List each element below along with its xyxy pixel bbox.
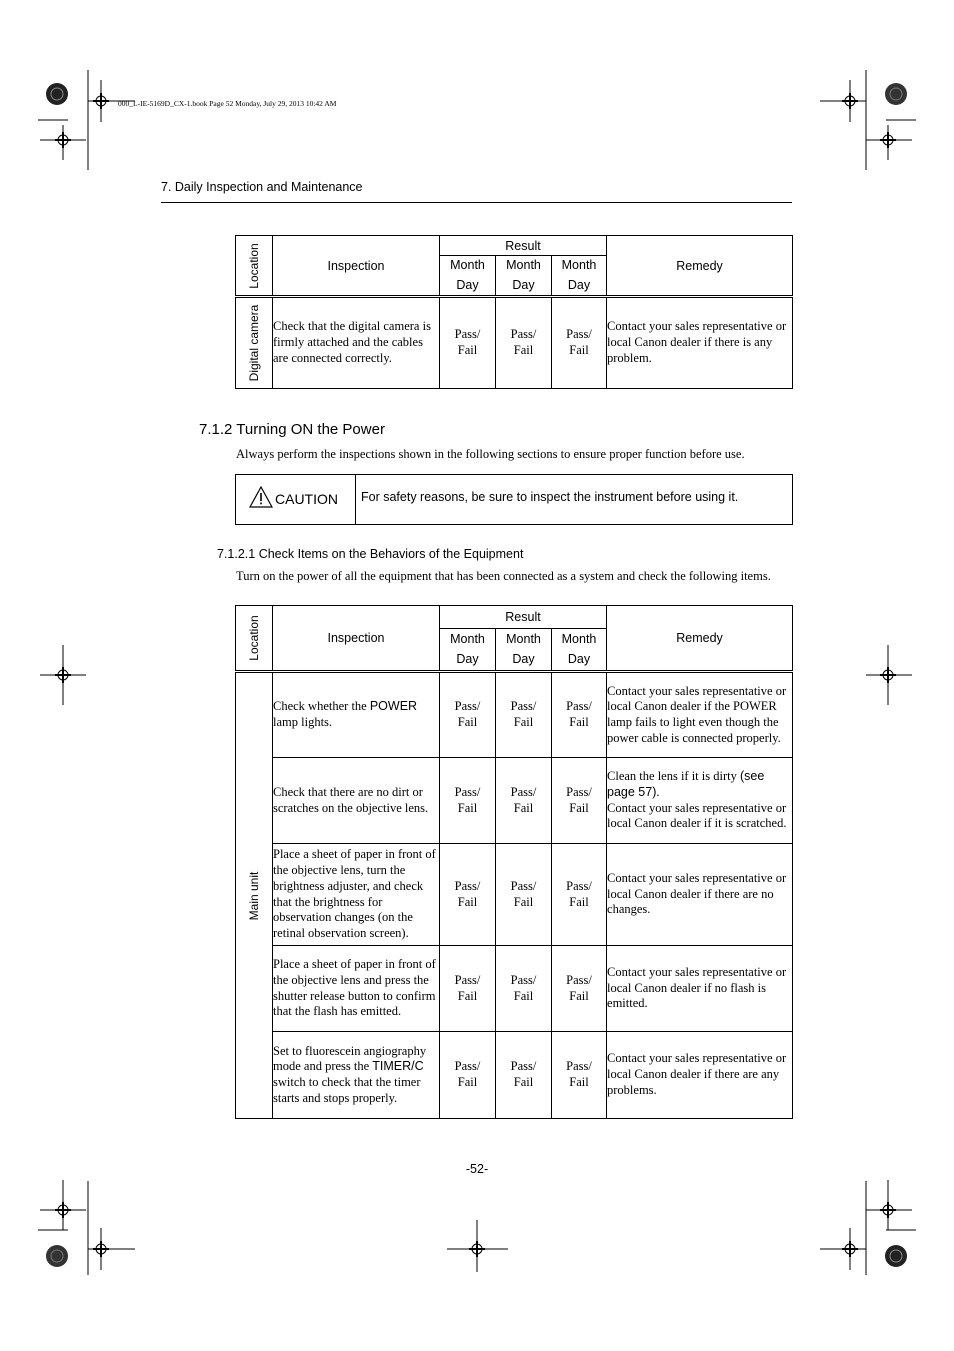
subsection-intro: Turn on the power of all the equipment that has been connected as a system and check the following items.	[236, 569, 771, 583]
table-row	[236, 758, 793, 844]
pass-fail-cell: Pass/ Fail	[552, 1032, 607, 1119]
day-label: Day	[456, 651, 479, 666]
inspection-cell: Place a sheet of paper in front of the objective lens and press the shutter release button to confirm that the flash has emitted.	[273, 946, 440, 1032]
location-header-cell	[236, 606, 273, 672]
remedy-cell: Contact your sales representative or local Canon dealer if there is any problem.	[607, 297, 793, 389]
pass-fail-cell: Pass/ Fail	[496, 1032, 552, 1119]
warning-triangle-icon	[249, 486, 273, 508]
remedy-header: Remedy	[607, 236, 793, 297]
page-number: -52-	[465, 1162, 489, 1176]
remedy-cell: Contact your sales representative or local Canon dealer if the POWER lamp fails to light even though the power cable is connected properly.	[607, 672, 793, 758]
location-cell	[236, 672, 273, 1119]
table-row	[236, 946, 793, 1032]
day-label: Day	[567, 277, 591, 292]
location-cell	[236, 297, 273, 389]
pass-fail-cell: Pass/ Fail	[496, 297, 552, 389]
pass-fail-cell: Pass/ Fail	[496, 758, 552, 844]
running-header: 7. Daily Inspection and Maintenance	[161, 180, 363, 194]
location-label: Digital camera	[247, 304, 261, 382]
location-header: Location	[247, 615, 261, 661]
date-header	[552, 629, 607, 672]
pass-fail-cell: Pass/ Fail	[440, 1032, 496, 1119]
day-label: Day	[512, 651, 535, 666]
month-label: Month	[506, 258, 541, 272]
pass-fail-cell: Pass/ Fail	[440, 297, 496, 389]
date-header	[440, 629, 496, 672]
pass-fail-cell: Pass/ Fail	[496, 672, 552, 758]
caution-divider	[355, 475, 356, 524]
inspection-header: Inspection	[273, 606, 440, 672]
date-header	[496, 629, 552, 672]
caution-label: CAUTION	[275, 491, 338, 507]
result-header: Result	[440, 236, 607, 256]
day-label: Day	[456, 277, 479, 292]
location-label: Main unit	[247, 871, 261, 920]
table-row	[236, 297, 793, 389]
main-unit-inspection-table	[235, 605, 793, 1119]
header-rule	[161, 202, 792, 203]
inspection-header: Inspection	[273, 236, 440, 297]
month-label: Month	[561, 632, 597, 646]
remedy-cell: Contact your sales representative or local Canon dealer if there are any problems.	[607, 1032, 793, 1119]
remedy-cell: Clean the lens if it is dirty (see page 57). Contact your sales representative or local Canon dealer if it is scratched.	[607, 758, 793, 844]
remedy-cell: Contact your sales representative or local Canon dealer if no flash is emitted.	[607, 946, 793, 1032]
table-row	[236, 844, 793, 946]
page-reference-link[interactable]: (see page 57)	[607, 769, 765, 799]
day-label: Day	[512, 277, 535, 292]
pass-fail-cell: Pass/ Fail	[440, 946, 496, 1032]
camera-inspection-table	[235, 235, 793, 389]
section-intro: Always perform the inspections shown in the following sections to ensure proper function before use.	[236, 447, 745, 461]
table-row	[236, 1032, 793, 1119]
inspection-cell: Check whether the POWER lamp lights.	[273, 672, 440, 758]
book-info-line: 000_L-IE-5169D_CX-1.book Page 52 Monday, July 29, 2013 10:42 AM	[118, 99, 337, 108]
caution-box	[235, 474, 793, 525]
pass-fail-cell: Pass/ Fail	[552, 672, 607, 758]
inspection-cell: Set to fluorescein angiography mode and press the TIMER/C switch to check that the timer starts and stops properly.	[273, 1032, 440, 1119]
day-label: Day	[567, 651, 591, 666]
date-header	[440, 256, 496, 297]
pass-fail-cell: Pass/ Fail	[440, 758, 496, 844]
location-header-cell	[236, 236, 273, 297]
caution-text: For safety reasons, be sure to inspect the instrument before using it.	[361, 490, 739, 504]
date-header	[552, 256, 607, 297]
date-header	[496, 256, 552, 297]
month-label: Month	[561, 258, 597, 272]
pass-fail-cell: Pass/ Fail	[552, 946, 607, 1032]
location-header: Location	[247, 242, 261, 289]
section-heading: 7.1.2 Turning ON the Power	[199, 421, 385, 438]
remedy-header: Remedy	[607, 606, 793, 672]
inspection-cell: Check that the digital camera is firmly attached and the cables are connected correctly.	[273, 297, 440, 389]
pass-fail-cell: Pass/ Fail	[552, 297, 607, 389]
month-label: Month	[450, 258, 485, 272]
inspection-cell: Check that there are no dirt or scratches on the objective lens.	[273, 758, 440, 844]
pass-fail-cell: Pass/ Fail	[440, 844, 496, 946]
result-header: Result	[440, 606, 607, 629]
pass-fail-cell: Pass/ Fail	[440, 672, 496, 758]
pass-fail-cell: Pass/ Fail	[552, 844, 607, 946]
remedy-cell: Contact your sales representative or local Canon dealer if there are no changes.	[607, 844, 793, 946]
table-row	[236, 672, 793, 758]
month-label: Month	[450, 632, 485, 646]
pass-fail-cell: Pass/ Fail	[496, 844, 552, 946]
subsection-heading: 7.1.2.1 Check Items on the Behaviors of the Equipment	[217, 547, 524, 561]
inspection-cell: Place a sheet of paper in front of the objective lens, turn the brightness adjuster, and check that the brightness for observation changes (on the retinal observation screen).	[273, 844, 440, 946]
month-label: Month	[506, 632, 541, 646]
pass-fail-cell: Pass/ Fail	[496, 946, 552, 1032]
pass-fail-cell: Pass/ Fail	[552, 758, 607, 844]
